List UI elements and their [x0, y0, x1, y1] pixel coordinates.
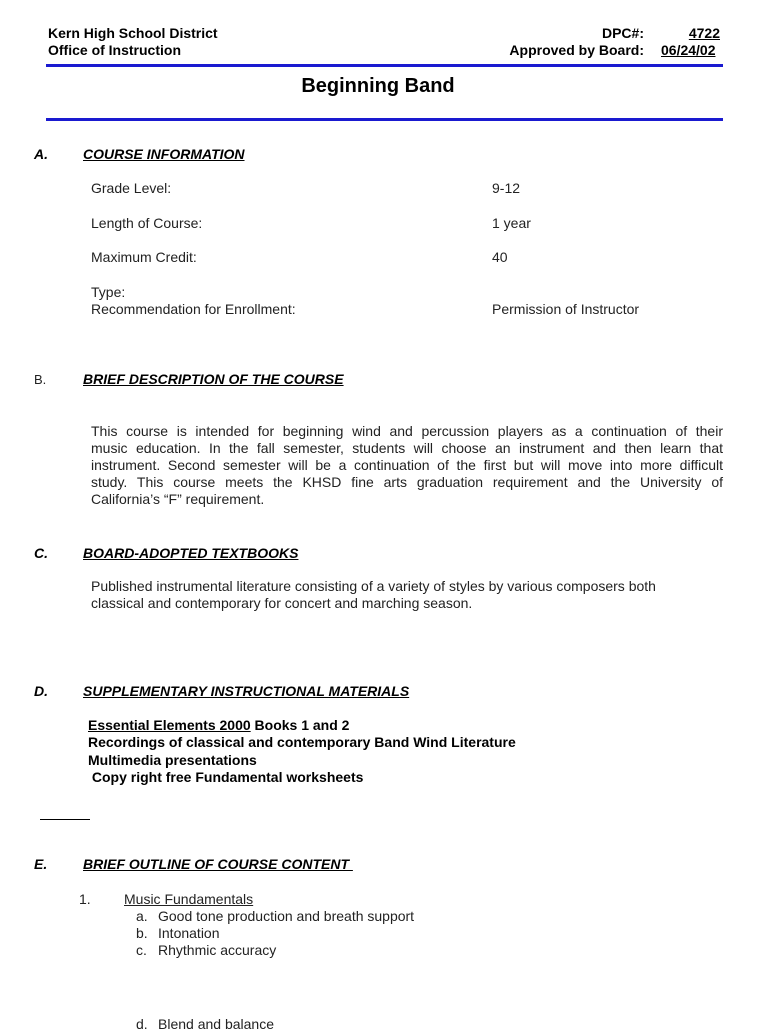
- outline-subitem: Blend and balance: [158, 1016, 274, 1032]
- section-c-heading: BOARD-ADOPTED TEXTBOOKS: [83, 545, 299, 561]
- grade-level-label: Grade Level:: [91, 180, 172, 196]
- max-credit-label: Maximum Credit:: [91, 249, 197, 265]
- separator-line: [40, 819, 90, 820]
- course-length-value: 1 year: [492, 215, 531, 231]
- course-description: [91, 423, 723, 508]
- outline-subitem: Rhythmic accuracy: [158, 942, 277, 958]
- outline-subitem: Intonation: [158, 925, 220, 941]
- outline-subitem-letter: a.: [136, 908, 148, 924]
- max-credit-value: 40: [492, 249, 508, 265]
- textbooks-line: Published instrumental literature consisting of a variety of styles by various composers both: [91, 578, 656, 594]
- section-e-heading: BRIEF OUTLINE OF COURSE CONTENT: [83, 856, 353, 872]
- description-line: California’s “F” requirement.: [91, 491, 265, 507]
- outline-subitem-letter: c.: [136, 942, 147, 958]
- recommendation-label: Recommendation for Enrollment:: [91, 301, 296, 317]
- outline-item-title: Music Fundamentals: [124, 891, 254, 907]
- district-name: Kern High School District: [48, 25, 218, 41]
- type-label: Type:: [91, 284, 126, 300]
- dpc-label: DPC#:: [601, 25, 644, 41]
- description-line: This course is intended for beginning wind and percussion players as a continuation of their: [91, 423, 723, 439]
- description-line: study. This course meets the KHSD fine arts graduation requirement and the University of: [91, 474, 723, 490]
- material-book-rest: Books 1 and 2: [250, 717, 350, 733]
- textbooks-line: classical and contemporary for concert and marching season.: [91, 595, 473, 611]
- outline-subitem-letter: d.: [136, 1016, 148, 1032]
- section-b-heading: BRIEF DESCRIPTION OF THE COURSE: [83, 371, 344, 387]
- description-line: instrument. Second semester will be a continuation of the first but will move into more difficult: [91, 457, 723, 473]
- grade-level-value: 9-12: [492, 180, 521, 196]
- section-b-letter: B.: [34, 372, 47, 387]
- section-d-letter: D.: [34, 683, 48, 699]
- description-line: music education. In the fall semester, students will choose an instrument and then learn that: [91, 440, 723, 456]
- header-rule-top: [46, 64, 723, 67]
- material-item: Recordings of classical and contemporary Band Wind Literature: [88, 734, 516, 750]
- textbooks-description: [91, 578, 723, 612]
- approved-label: Approved by Board:: [509, 42, 644, 58]
- course-length-label: Length of Course:: [91, 215, 203, 231]
- section-a-letter: A.: [34, 146, 48, 162]
- header-rule-bottom: [46, 118, 723, 121]
- section-d-heading: SUPPLEMENTARY INSTRUCTIONAL MATERIALS: [83, 683, 410, 699]
- section-a-heading: COURSE INFORMATION: [83, 146, 245, 162]
- approved-value: 06/24/02: [661, 42, 716, 58]
- section-e-letter: E.: [34, 856, 48, 872]
- section-c-letter: C.: [34, 545, 48, 561]
- recommendation-value: Permission of Instructor: [492, 301, 640, 317]
- outline-subitem: Good tone production and breath support: [158, 908, 415, 924]
- outline-subitem-letter: b.: [136, 925, 148, 941]
- material-item: Multimedia presentations: [88, 752, 257, 768]
- dpc-value: 4722: [688, 25, 720, 41]
- outline-number: 1.: [79, 891, 91, 907]
- material-item: Copy right free Fundamental worksheets: [88, 769, 364, 785]
- material-book-title: Essential Elements 2000: [88, 717, 251, 733]
- material-item: [88, 717, 349, 735]
- page-title: Beginning Band: [301, 75, 455, 97]
- office-name: Office of Instruction: [48, 42, 181, 58]
